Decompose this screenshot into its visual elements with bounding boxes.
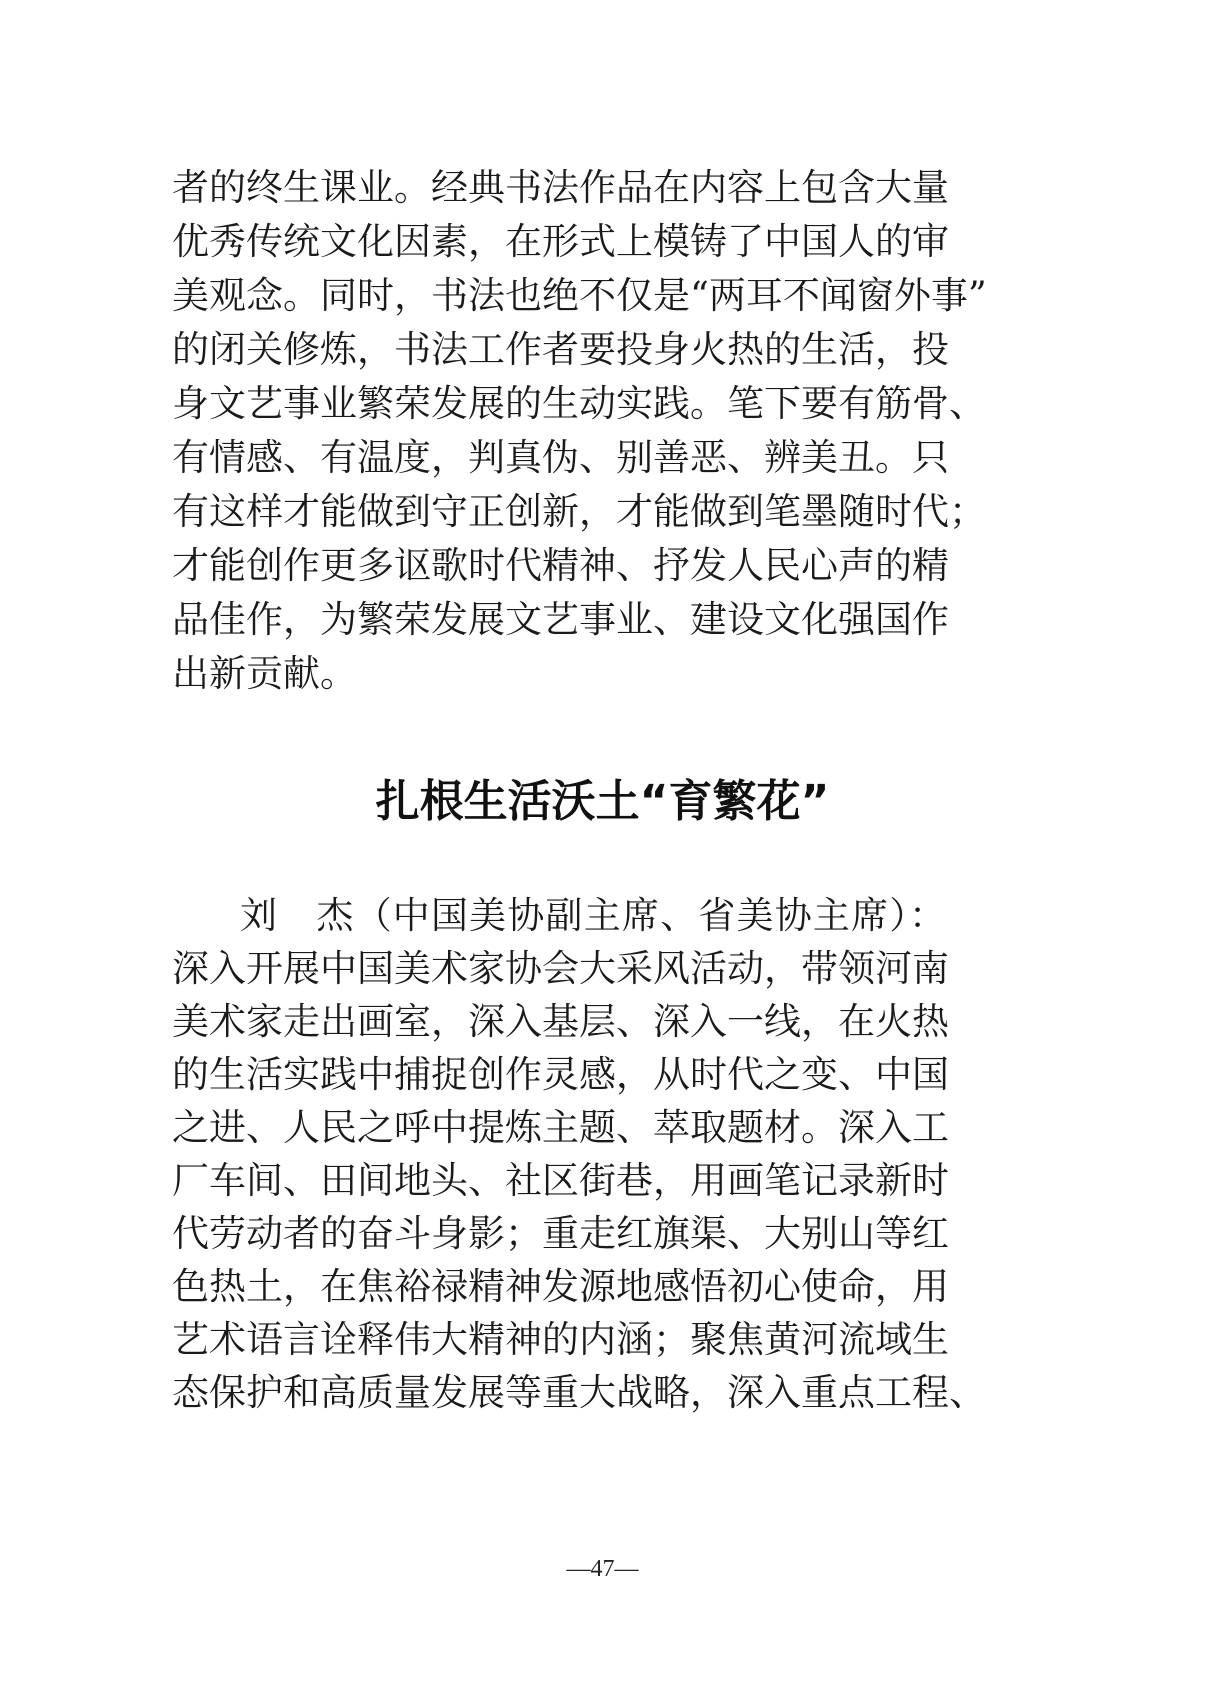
- paragraph-line: 美观念。同时，书法也绝不仅是“两耳不闻窗外事”: [172, 274, 987, 317]
- paragraph-line: 品佳作，为繁荣发展文艺事业、建设文化强国作: [172, 598, 949, 641]
- paragraph-line: 身文艺事业繁荣发展的生动实践。笔下要有筋骨、: [172, 382, 986, 425]
- paragraph-line: 出新贡献。: [172, 652, 357, 695]
- paragraph-line: 才能创作更多讴歌时代精神、抒发人民心声的精: [172, 544, 949, 587]
- paragraph-line: 的生活实践中捕捉创作灵感，从时代之变、中国: [172, 1053, 949, 1096]
- paragraph-line: 优秀传统文化因素，在形式上模铸了中国人的审: [172, 220, 949, 263]
- paragraph-line: 美术家走出画室，深入基层、深入一线，在火热: [172, 1000, 949, 1043]
- paragraph-line: 色热土，在焦裕禄精神发源地感悟初心使命，用: [172, 1265, 949, 1308]
- paragraph-line: 艺术语言诠释伟大精神的内涵；聚焦黄河流域生: [172, 1318, 949, 1361]
- paragraph-line: 厂车间、田间地头、社区街巷，用画笔记录新时: [172, 1159, 949, 1202]
- paragraph-line: 深入开展中国美术家协会大采风活动，带领河南: [172, 947, 949, 990]
- paragraph-line: 有情感、有温度，判真伪、别善恶、辨美丑。只: [172, 436, 949, 479]
- paragraph-line: 代劳动者的奋斗身影；重走红旗渠、大别山等红: [172, 1212, 949, 1255]
- paragraph-line: 之进、人民之呼中提炼主题、萃取题材。深入工: [172, 1106, 949, 1149]
- page-number: —47—: [566, 1556, 639, 1582]
- paragraph-line: 有这样才能做到守正创新，才能做到笔墨随时代；: [172, 490, 986, 533]
- paragraph-line: 态保护和高质量发展等重大战略，深入重点工程、: [172, 1371, 986, 1414]
- paragraph-line: 者的终生课业。经典书法作品在内容上包含大量: [172, 166, 949, 209]
- section-title: 扎根生活沃土“育繁花”: [375, 776, 830, 827]
- paragraph-line: 的闭关修炼，书法工作者要投身火热的生活，投: [172, 328, 949, 371]
- speaker-attribution: 刘 杰（中国美协副主席、省美协主席）：: [240, 894, 946, 937]
